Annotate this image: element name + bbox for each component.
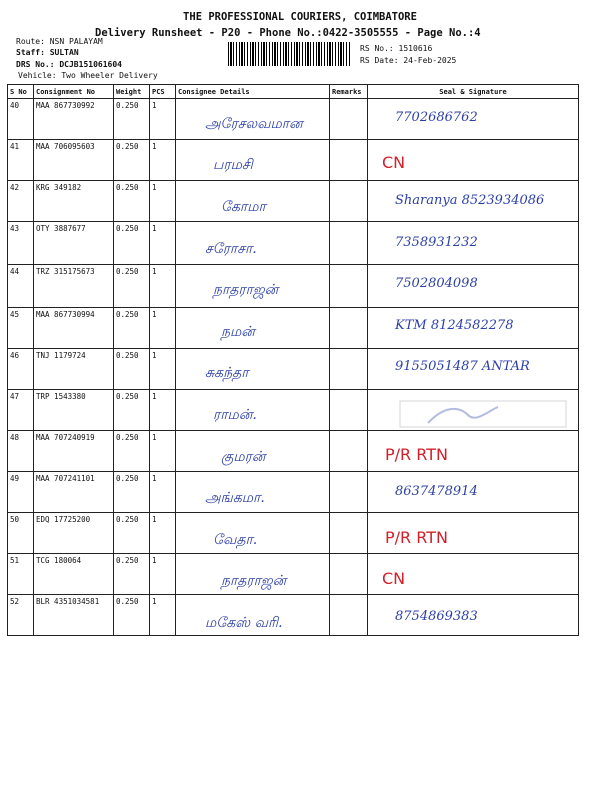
weight-cell: 0.250 [114,265,150,308]
weight-cell: 0.250 [114,431,150,472]
rs-no-line [360,44,432,53]
rs-no-label: RS No.: [360,44,394,53]
delivery-stamp [398,397,568,431]
sno-cell: 41 [8,140,34,181]
sno-cell: 49 [8,472,34,513]
pcs-cell: 1 [150,308,176,349]
drs-value: DCJB151061604 [59,60,122,69]
remarks-cell [330,222,368,265]
consignee-handwriting: நாதராஜன் [221,573,287,589]
weight-cell: 0.250 [114,595,150,636]
sno-cell: 42 [8,181,34,222]
consignment-no-cell: MAA 707240919 [34,431,114,472]
weight-cell: 0.250 [114,181,150,222]
consignee-handwriting: அரேசலவமான [205,116,303,132]
consignment-no-cell: MAA 707241101 [34,472,114,513]
consignment-no-cell: MAA 706095603 [34,140,114,181]
table-row [8,222,579,265]
weight-cell: 0.250 [114,472,150,513]
pcs-cell: 1 [150,349,176,390]
sno-cell: 48 [8,431,34,472]
remarks-cell [330,99,368,140]
pcs-cell: 1 [150,222,176,265]
rs-date-label: RS Date: [360,56,399,65]
signature-handwriting: Sharanya 8523934086 [395,193,545,208]
table-row [8,265,579,308]
signature-handwriting: 7358931232 [395,235,478,250]
sno-cell: 52 [8,595,34,636]
col-pcs: PCS [150,85,176,99]
company-name: THE PROFESSIONAL COURIERS, COIMBATORE [183,11,417,23]
vehicle-line [18,71,158,80]
consignee-handwriting: ராமன். [213,407,257,423]
consignment-no-cell: BLR 4351034581 [34,595,114,636]
remarks-cell [330,181,368,222]
sno-cell: 40 [8,99,34,140]
pcs-cell: 1 [150,431,176,472]
col-consignment: Consignment No [34,85,114,99]
col-sno: S No [8,85,34,99]
weight-cell: 0.250 [114,513,150,554]
weight-cell: 0.250 [114,140,150,181]
consignee-handwriting: அங்கமா. [205,490,265,506]
remarks-cell [330,390,368,431]
remarks-cell [330,140,368,181]
consignee-handwriting: நாதராஜன் [213,282,279,298]
drs-label: DRS No.: [16,60,55,69]
weight-cell: 0.250 [114,99,150,140]
sno-cell: 47 [8,390,34,431]
remarks-cell [330,472,368,513]
consignment-no-cell: TRP 1543380 [34,390,114,431]
remarks-cell [330,349,368,390]
signature-handwriting: 8637478914 [395,484,478,499]
consignment-no-cell: KRG 349182 [34,181,114,222]
consignee-handwriting: வேதா. [213,532,258,548]
consignment-no-cell: TNJ 1179724 [34,349,114,390]
remarks-cell [330,308,368,349]
sno-cell: 46 [8,349,34,390]
sno-cell: 43 [8,222,34,265]
remarks-cell [330,513,368,554]
consignment-no-cell: OTY 3887677 [34,222,114,265]
route-line [16,37,103,46]
col-signature: Seal & Signature [368,85,579,99]
pcs-cell: 1 [150,265,176,308]
pcs-cell: 1 [150,513,176,554]
consignee-cell [176,349,330,390]
consignment-no-cell: TCG 180064 [34,554,114,595]
col-weight: Weight [114,85,150,99]
consignee-handwriting: சுகந்தா [205,365,249,381]
staff-line [16,48,79,57]
consignment-no-cell: MAA 867730994 [34,308,114,349]
staff-value: SULTAN [49,48,79,57]
sno-cell: 50 [8,513,34,554]
weight-cell: 0.250 [114,308,150,349]
route-label: Route: [16,37,45,46]
pcs-cell: 1 [150,390,176,431]
consignment-no-cell: MAA 867730992 [34,99,114,140]
pcs-cell: 1 [150,99,176,140]
return-remark-mark: P/R RTN [385,528,448,547]
signature-handwriting: 7702686762 [395,110,478,125]
rs-no-value: 1510616 [398,44,433,53]
table-row [8,431,579,472]
signature-handwriting: 7502804098 [395,276,478,291]
pcs-cell: 1 [150,181,176,222]
remarks-cell [330,265,368,308]
weight-cell: 0.250 [114,349,150,390]
signature-handwriting: 9155051487 ANTAR [395,359,530,374]
signature-handwriting: 8754869383 [395,609,478,624]
rs-date-line [360,56,456,65]
weight-cell: 0.250 [114,222,150,265]
rs-date-value: 24-Feb-2025 [403,56,457,65]
drs-line [16,60,122,69]
signature-handwriting: KTM 8124582278 [395,318,514,333]
table-row [8,140,579,181]
col-consignee: Consignee Details [176,85,330,99]
table-row [8,513,579,554]
consignment-no-cell: TRZ 315175673 [34,265,114,308]
return-remark-mark: CN [382,153,406,172]
sno-cell: 51 [8,554,34,595]
pcs-cell: 1 [150,595,176,636]
consignee-handwriting: சரோசா. [205,241,257,257]
table-row [8,554,579,595]
remarks-cell [330,595,368,636]
sno-cell: 44 [8,265,34,308]
consignee-handwriting: நமன் [221,324,255,340]
pcs-cell: 1 [150,472,176,513]
return-remark-mark: P/R RTN [385,445,448,464]
pcs-cell: 1 [150,140,176,181]
consignee-handwriting: கோமா [221,199,266,215]
table-row [8,595,579,636]
route-value: NSN PALAYAM [49,37,103,46]
remarks-cell [330,431,368,472]
consignee-handwriting: பரமசி [213,157,253,173]
vehicle-label: Vehicle: [18,71,57,80]
consignment-no-cell: EDQ 17725200 [34,513,114,554]
table-row [8,472,579,513]
remarks-cell [330,554,368,595]
runsheet-title: Delivery Runsheet - P20 - Phone No.:0422-3505555 - Page No.:4 [95,27,481,39]
pcs-cell: 1 [150,554,176,595]
col-remarks: Remarks [330,85,368,99]
table-header-row [8,85,579,99]
weight-cell: 0.250 [114,390,150,431]
vehicle-value: Two Wheeler Delivery [61,71,158,80]
sno-cell: 45 [8,308,34,349]
staff-label: Staff: [16,48,45,57]
consignee-handwriting: மகேஸ் வரி. [205,615,283,631]
barcode [228,42,351,66]
weight-cell: 0.250 [114,554,150,595]
consignee-handwriting: குமரன் [221,449,266,465]
return-remark-mark: CN [382,569,406,588]
